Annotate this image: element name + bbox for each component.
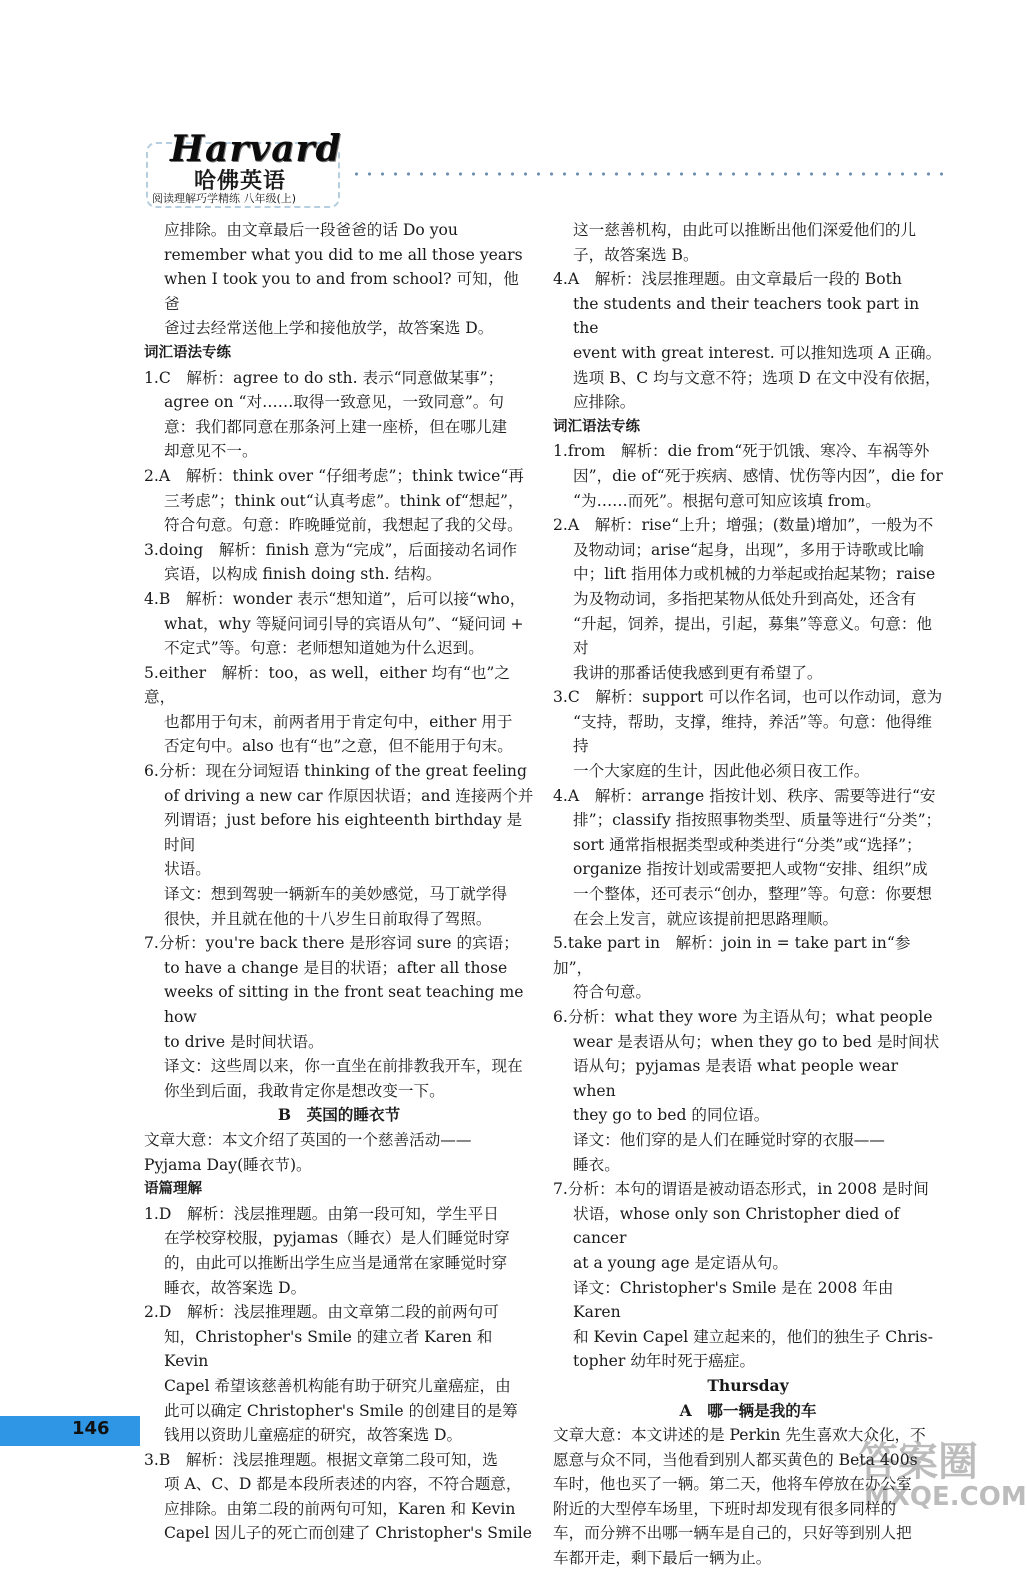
text-line: 也都用于句末，前两者用于肯定句中，either 用于 [164, 712, 513, 731]
text-line: 选项 B、C 均与文意不符；选项 D 在文中没有依据， [573, 368, 941, 387]
text-line: 睡衣，故答案选 D。 [164, 1278, 307, 1297]
text-line: 附近的大型停车场里，下班时却发现有很多同样的 [553, 1499, 897, 1518]
text-line: 我讲的那番话使我感到更有希望了。 [573, 663, 823, 682]
text-line: 不定式”等。句意：老师想知道她为什么迟到。 [164, 639, 484, 658]
answer-item: 3.doing 解析：finish 意为“完成”，后面接动名词作 [144, 540, 518, 559]
translation-line: 译文：想到驾驶一辆新车的美妙感觉，马丁就学得 [164, 885, 508, 904]
text-line: 的，由此可以推断出学生应当是通常在家睡觉时穿 [164, 1253, 508, 1272]
article-summary: 文章大意：本文讲述的是 Perkin 先生喜欢大众化，不 [553, 1426, 926, 1445]
text-line: when I took you to and from school? 可知，他爸 [164, 270, 519, 313]
logo-chinese-title: 哈佛英语 [194, 169, 287, 194]
text-line: 符合句意。句意：昨晚睡觉前，我想起了我的父母。 [164, 516, 523, 535]
book-header [140, 128, 340, 208]
text-line: 一个整体，还可表示“创办，整理”等。句意：你要想 [573, 885, 933, 904]
text-line: 车时，他也买了一辆。第二天，他将车停放在办公室 [553, 1475, 912, 1494]
answer-item: 6.分析：现在分词短语 thinking of the great feeling [144, 762, 527, 781]
article-title: A 哪一辆是我的车 [679, 1400, 817, 1420]
text-line: 状语。 [164, 860, 211, 879]
text-line: wear 是表语从句；when they go to bed 是时间状 [573, 1032, 940, 1051]
text-line: 三考虑”；think out“认真考虑”。think of“想起”， [164, 491, 524, 510]
article-title: B 英国的睡衣节 [277, 1105, 401, 1125]
text-line: agree on “对……取得一致意见，一致同意”。句 [164, 393, 504, 412]
text-line: 知，Christopher's Smile 的建立者 Karen 和 Kevin [164, 1327, 493, 1371]
translation-line: 译文：他们穿的是人们在睡觉时穿的衣服—— [573, 1130, 885, 1149]
answer-item: 1.C 解析：agree to do sth. 表示“同意做某事”； [144, 368, 504, 387]
text-line: “为……而死”。根据句意可知应该填 from。 [573, 491, 881, 510]
book-subtitle: 阅读理解巧学精练 八年级(上) [152, 192, 297, 205]
text-line: 一个大家庭的生计，因此他必须日夜工作。 [573, 762, 870, 781]
answer-item: 4.A 解析：arrange 指按计划、秩序、需要等进行“安 [553, 786, 936, 805]
answer-item: 3.B 解析：浅层推理题。根据文章第二段可知，选 [144, 1450, 498, 1469]
watermark-url: MXQE.COM [864, 1482, 1027, 1512]
text-line: topher 幼年时死于癌症。 [573, 1352, 756, 1371]
text-line: 在会上发言，就应该提前把思路理顺。 [573, 909, 839, 928]
text-line: to have a change 是目的状语；after all those [164, 958, 508, 977]
text-line: 爸过去经常送他上学和接他放学，故答案选 D。 [164, 319, 494, 338]
text-line: 因”，die of“死于疾病、感情、忧伤等内因”，die for [573, 466, 943, 485]
text-line: 和 Kevin Capel 建立起来的，他们的独生子 Chris- [573, 1327, 933, 1346]
page-number: 146 [72, 1418, 110, 1439]
answer-item: 6.分析：what they wore 为主语从句；what people [553, 1008, 933, 1026]
text-line: 符合句意。 [573, 983, 651, 1002]
answer-item: 4.A 解析：浅层推理题。由文章最后一段的 Both [553, 270, 902, 289]
text-line: 此可以确定 Christopher's Smile 的创建目的是筹 [164, 1401, 518, 1420]
text-line: 宾语，以构成 finish doing sth. 结构。 [164, 565, 442, 584]
text-line: at a young age 是定语从句。 [573, 1253, 789, 1272]
text-line: 语从句；pyjamas 是表语 what people wear when [573, 1057, 899, 1100]
answer-item: 5.take part in 解析：join in = take part in“参加”， [553, 934, 911, 977]
text-line: 车都开走，剩下最后一辆为止。 [553, 1549, 772, 1568]
watermark-logo [850, 1430, 1027, 1519]
logo-harvard: Harvard [170, 128, 342, 170]
text-line: 子，故答案选 B。 [573, 245, 699, 264]
section-heading: 词汇语法专练 [553, 418, 640, 435]
text-line: Capel 希望该慈善机构能有助于研究儿童癌症，由 [164, 1376, 511, 1395]
answer-item: 7.分析：本句的谓语是被动语态形式，in 2008 是时间 [553, 1180, 929, 1199]
left-column [144, 218, 534, 1546]
answer-item: 3.C 解析：support 可以作名词，也可以作动词，意为 [553, 688, 943, 707]
answer-item: 2.A 解析：rise“上升；增强；(数量)增加”，一般为不 [553, 516, 934, 535]
text-line: 很快，并且就在他的十八岁生日前取得了驾照。 [164, 909, 492, 928]
answer-item: 7.分析：you're back there 是形容词 sure 的宾语； [144, 934, 519, 953]
text-line: event with great interest. 可以推知选项 A 正确。 [573, 343, 942, 362]
text-line: 列谓语；just before his eighteenth birthday 是时间 [164, 811, 523, 854]
text-line: “支持，帮助，支撑，维持，养活”等。句意：他得维持 [573, 712, 933, 756]
answer-item: 5.either 解析：too，as well，either 均有“也”之意， [144, 663, 510, 707]
text-line: Capel 因儿子的死亡而创建了 Christopher's Smile [164, 1524, 532, 1543]
text-line: remember what you did to me all those years [164, 245, 523, 264]
text-line: 否定句中。also 也有“也”之意，但不能用于句末。 [164, 737, 513, 756]
text-line: the students and their teachers took part in the [573, 294, 920, 338]
text-line: 钱用以资助儿童癌症的研究，故答案选 D。 [164, 1426, 463, 1445]
text-line: 却意见不一。 [164, 442, 258, 461]
section-heading: 词汇语法专练 [144, 344, 231, 361]
text-line: to drive 是时间状语。 [164, 1032, 324, 1051]
text-line: 及物动词；arise“起身，出现”，多用于诗歌或比喻 [573, 540, 925, 559]
text-line: 在学校穿校服，pyjamas（睡衣）是人们睡觉时穿 [164, 1229, 510, 1248]
translation-line: 译文：这些周以来，你一直坐在前排教我开车，现在 [164, 1057, 523, 1076]
answer-item: 2.D 解析：浅层推理题。由文章第二段的前两句可 [144, 1303, 499, 1322]
text-line: 中；lift 指用体力或机械的力举起或抬起某物；raise [573, 565, 936, 584]
text-line: of driving a new car 作原因状语；and 连接两个并 [164, 786, 534, 805]
text-line: 应排除。由第二段的前两句可知，Karen 和 Kevin [164, 1499, 516, 1518]
text-line: 为及物动词，多指把某物从低处升到高处，还含有 [573, 589, 917, 608]
text-line: 你坐到后面，我敢肯定你是想改变一下。 [164, 1081, 445, 1100]
answer-item: 4.B 解析：wonder 表示“想知道”，后可以接“who， [144, 589, 526, 608]
text-line: organize 指按计划或需要把人或物“安排、组织”成 [573, 860, 928, 879]
text-line: 睡衣。 [573, 1155, 620, 1174]
page-number-tab [0, 1416, 140, 1446]
translation-line: 译文：Christopher's Smile 是在 2008 年由 Karen [573, 1278, 894, 1322]
header-dotted-rule [350, 170, 950, 178]
text-line: 应排除。 [573, 393, 636, 412]
text-line: 这一慈善机构，由此可以推断出他们深爱他们的儿 [573, 221, 917, 239]
text-line: weeks of sitting in the front seat teaching me how [164, 983, 524, 1026]
answer-item: 1.D 解析：浅层推理题。由第一段可知，学生平日 [144, 1204, 499, 1223]
watermark-text: 答案圈 [858, 1439, 978, 1485]
text-line: 排”；classify 指按照事物类型、质量等进行“分类”； [573, 811, 942, 830]
text-line: Pyjama Day(睡衣节)。 [144, 1155, 312, 1174]
text-line: 应排除。由文章最后一段爸爸的话 Do you [164, 221, 458, 239]
article-summary: 文章大意：本文介绍了英国的一个慈善活动—— [144, 1130, 472, 1149]
text-line: 意：我们都同意在那条河上建一座桥，但在哪儿建 [164, 417, 508, 436]
text-line: 项 A、C、D 都是本段所表述的内容，不符合题意， [164, 1475, 522, 1494]
text-line: “升起，饲养，提出，引起，募集”等意义。句意：他对 [573, 614, 933, 658]
answer-item: 1.from 解析：die from“死于饥饿、寒冷、车祸等外 [553, 442, 930, 461]
text-line: 愿意与众不同，当他看到别人都买黄色的 Beta 400s [553, 1450, 918, 1469]
section-heading: 语篇理解 [144, 1181, 202, 1198]
text-line: 状语，whose only son Christopher died of cancer [573, 1204, 900, 1248]
answer-item: 2.A 解析：think over “仔细考虑”；think twice“再 [144, 466, 524, 485]
text-line: they go to bed 的同位语。 [573, 1106, 770, 1125]
text-line: 车，而分辨不出哪一辆车是自己的，只好等到别人把 [553, 1524, 912, 1543]
text-line: sort 通常指根据类型或种类进行“分类”或“选择”； [573, 835, 922, 854]
day-heading: Thursday [707, 1375, 789, 1395]
right-column [553, 218, 943, 1571]
text-line: what，why 等疑问词引导的宾语从句”、“疑问词 + [164, 614, 524, 633]
